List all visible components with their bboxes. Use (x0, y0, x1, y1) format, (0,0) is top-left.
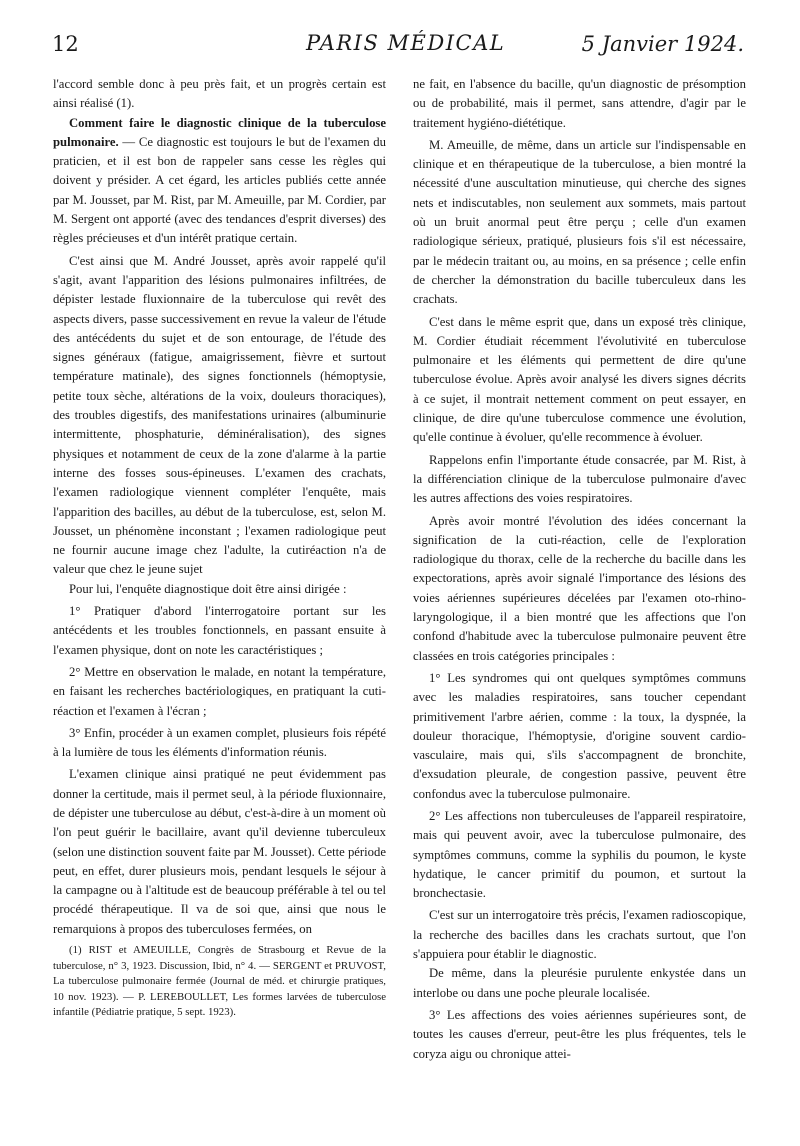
section-heading: Comment faire le diagnostic clinique de la tuberculose pulmonaire. (53, 115, 386, 149)
paragraph: Rappelons enfin l'importante étude consacrée, par M. Rist, à la différenciation clinique de la tuberculose pulmonaire d'avec les autres affections des voies respiratoires. (413, 452, 746, 506)
paragraph-text: — Ce diagnostic est toujours le but de l'examen du praticien, et il est bon de rappeler sans cesse les règles qui doivent y présider. A cet égard, les articles publiés cette année par M. Jousset, par M. Rist, par M. Ameuille, par M. Cordier, par M. Sergent ont apporté (avec des tendances d'esprit diverses) des règles précieuses et d'un intérêt pratique certain. (53, 134, 386, 246)
list-item: 2° Les affections non tuberculeuses de l'appareil respiratoire, mais qui peuvent avoir, avec la tuberculose pulmonaire, des symptômes communs, comme la syphilis du poumon, le kyste hydatique, le cancer primitif du poumon, et surtout la bronchectasie. (413, 808, 746, 901)
paragraph: L'examen clinique ainsi pratiqué ne peut évidemment pas donner la certitude, mais il permet seul, à la période fluxionnaire, de dépister une tuberculose au début, c'est-à-dire à un moment où l'on peut guérir le bacillaire, avant qu'il devienne tuberculeux (selon une distinction souvent faite par M. Jousset). Cette période peut, en effet, durer plusieurs mois, pendant lesquels le séjour à la campagne ou à l'altitude est de beaucoup préférable à tel ou tel procédé thérapeutique. Il va de soi que, ainsi que nous le remarquions à propos des tuberculoses fermées, on (53, 767, 386, 936)
paragraph: M. Ameuille, de même, dans un article sur l'indispensable en clinique et en thérapeutique de la tuberculose, a bien montré la nécessité d'une auscultation minutieuse, qui cherche des signes nets et indiscutables, non seulement aux sommets, mais partout où un bruit anormal peut être perçu ; celle d'un examen radiologique sérieux, pratiqué, plusieurs fois s'il est nécessaire, par le médecin traitant ou, au moins, en sa présence ; celle enfin de chercher la démonstration du bacille tuberculeux dans les crachats. (413, 137, 746, 307)
list-item: 1° Les syndromes qui ont quelques symptômes communs avec les maladies respiratoires, sans toucher cependant primitivement l'arbre aérien, comme : la toux, la dyspnée, la douleur thoracique, l'hémoptysie, d'origine souvent cardio-vasculaire, mais qui, s'ils s'accompagnent de bronchite, d'exsudation pleurale, de congestion passive, peuvent être confondus avec la tuberculose pulmonaire. (413, 670, 746, 801)
right-column (413, 75, 746, 1064)
left-column (53, 75, 386, 1021)
list-item: 2° Mettre en observation le malade, en notant la température, en faisant les recherches bactériologiques, en pratiquant la cuti-réaction et l'examen à l'écran ; (53, 664, 386, 718)
journal-title: PARIS MÉDICAL (306, 31, 506, 55)
footnote: (1) RIST et AMEUILLE, Congrès de Strasbourg et Revue de la tuberculose, n° 3, 1923. Discussion, Ibid, n° 4. — SERGENT et PRUVOST, La tuberculose pulmonaire fermée (Journal de méd. et chirurgie pratiques, 10 nov. 1923). — P. LEREBOULLET, Les formes larvées de tuberculose infantile (Pédiatrie pratique, 5 sept. 1923). (53, 944, 386, 1019)
list-item: 3° Les affections des voies aériennes supérieures sont, de toutes les causes d'erreur, peut-être les plus fréquentes, tels le coryza aigu ou chronique attei- (413, 1007, 746, 1061)
paragraph: C'est dans le même esprit que, dans un exposé très clinique, M. Cordier étudiait récemment l'évolutivité en tuberculose pulmonaire et les éléments qui permettent de dire qu'une tuberculose évolue. Après avoir analysé les divers signes décrits à ce sujet, il montrait nettement comment on peut essayer, en clinique, de dire qu'une tuberculose commence une évolution, qu'elle continue à évoluer, qu'elle recommence à évoluer. (413, 314, 746, 445)
paragraph: Pour lui, l'enquête diagnostique doit être ainsi dirigée : (69, 581, 347, 596)
paragraph: De même, dans la pleurésie purulente enkystée dans un interlobe ou dans une poche pleurale localisée. (413, 966, 746, 1000)
paragraph (53, 114, 386, 249)
list-item: 1° Pratiquer d'abord l'interrogatoire portant sur les antécédents et les troubles fonctionnels, en passant ensuite à l'examen physique, dont on note les caractéristiques ; (53, 604, 386, 657)
paragraph: C'est sur un interrogatoire très précis, l'examen radioscopique, la recherche des bacilles dans les crachats surtout, que l'on s'appuiera pour établir le diagnostic. (413, 908, 746, 962)
paragraph: ne fait, en l'absence du bacille, qu'un diagnostic de présomption ou de probabilité, mais il permet, sans attendre, d'agir par le traitement hygiéno-diététique. (413, 77, 746, 130)
paragraph: l'accord semble donc à peu près fait, et un progrès certain est ainsi réalisé (1). (53, 77, 386, 111)
paragraph: Après avoir montré l'évolution des idées concernant la signification de la cuti-réaction, celle de l'exploration radiologique du thorax, celle de la recherche du bacille dans les expectorations, après avoir signalé l'importance des lésions des voies aériennes supérieures décelées par l'examen oto-rhino-laryngologique, il a bien montré que les affections que l'on confond d'habitude avec la tuberculose pulmonaire peuvent être classées en trois catégories principales : (413, 513, 746, 663)
paragraph: C'est ainsi que M. André Jousset, après avoir rappelé qu'il s'agit, avant l'apparition des lésions pulmonaires infiltrées, de dépister lestade fluxionnaire de la tuberculose qui revêt des aspects divers, passe successivement en revue la valeur de l'étude des antécédents du sujet et de son entourage, de l'étude des signes généraux (fatigue, amaigrissement, fièvre et surtout température matinale), des signes fonctionnels (hémoptysie, petite toux sèche, altérations de la voix, douleurs thoraciques), des troubles digestifs, des manifestations urinaires (albuminurie intermittente, phosphaturie, déminéralisation), des signes physiques et notamment de ceux de la zone d'alarme à la partie interne des fosses sous-épineuses. L'examen des crachats, l'examen radiologique viennent compléter l'enquête, mais l'apparition des bacilles, au début de la tuberculose, est, selon M. Jousset, un phénomène inconstant ; l'examen radiologique peut ne fournir aucune image chez l'adulte, la cutiréaction n'a de valeur que chez le jeune sujet (53, 253, 386, 577)
issue-date: 5 Janvier 1924. (581, 32, 744, 56)
list-item: 3° Enfin, procéder à un examen complet, plusieurs fois répété à la lumière de tous les éléments d'information réunis. (53, 725, 386, 760)
page-number: 12 (52, 32, 79, 56)
